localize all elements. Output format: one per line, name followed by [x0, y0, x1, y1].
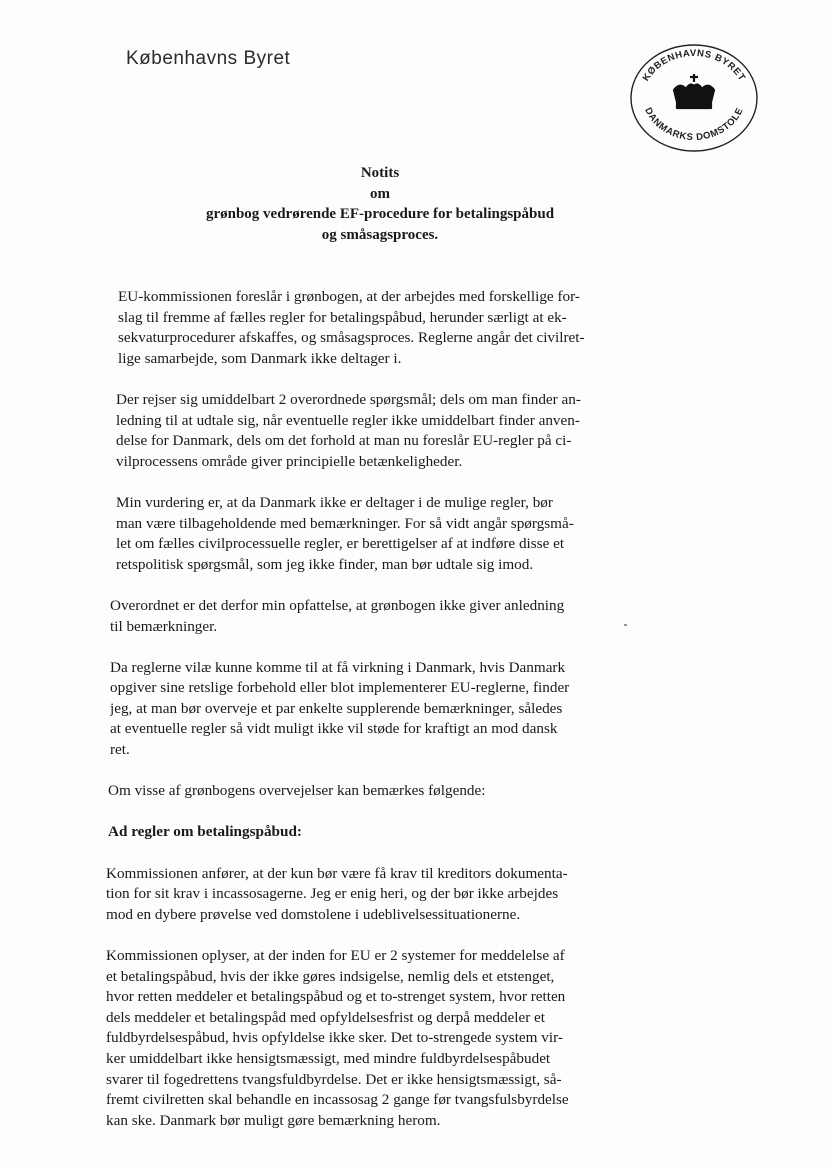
crown-icon [674, 74, 714, 108]
paragraph-5: Da reglerne vilæ kunne komme til at få virkning i Danmark, hvis Danmark opgiver sine retslige forbehold eller blot implementerer EU-reglerne, finder jeg, at man bør overveje et par enkelte supplerende bemærkninger, således at eventuelle regler så vidt muligt ikke vil støde for kraftigt an mod dansk ret. [110, 658, 570, 759]
seal-bottom-text: DANMARKS DOMSTOLE [642, 105, 746, 144]
title-line-3: grønbog vedrørende EF-procedure for betalingspåbud [205, 206, 555, 222]
seal-top-text: KØBENHAVNS BYRET [640, 47, 748, 84]
paragraph-1: EU-kommissionen foreslår i grønbogen, at der arbejdes med forskellige for- slag til fremme af fælles regler for betalingspåbud, herunder særligt at ek- sekvaturprocedurer afskaffes, og småsagsproces. Reglerne angår det civilret- lige samarbejde, som Danmark ikke deltager i. [118, 288, 585, 367]
scan-speck [624, 624, 627, 626]
paragraph-6: Om visse af grønbogens overvejelser kan bemærkes følgende: [108, 782, 486, 800]
section-heading: Ad regler om betalingspåbud: [108, 823, 302, 841]
svg-text:DANMARKS DOMSTOLE [642, 106, 746, 143]
document-body [106, 287, 636, 1152]
paragraph-4: Overordnet er det derfor min opfattelse, at grønbogen ikke giver anledning til bemærkninger. [110, 596, 565, 635]
section-paragraph-2: Kommissionen oplyser, at der inden for EU er 2 systemer for meddelelse af et betalingspåbud, hvis der ikke gøres indsigelse, nemlig dels et etstenget, hvor retten meddeler et betalingspåbud og et to-strenget system, hvor retten dels meddeler et betalingspåd med opfyldelsesfrist og derpå meddeler et fuldbyrdelsespåbud, hvis opfyldelse ikke sker. Det to-strengede system vir- ker umiddelbart ikke hensigtsmæssigt, med mindre fuldbyrdelsespåbudet svarer til fogedrettens tvangsfuldbyrdelse. Det er ikke hensigtsmæssigt, så- fremt civilretten skal behandle en incassosag 2 gange før tvangsfulsbyrdelse kan ske. Danmark bør muligt gøre bemærkning herom. [106, 947, 569, 1129]
title-line-4: og småsagsproces. [321, 226, 439, 243]
paragraph-2: Der rejser sig umiddelbart 2 overordnede spørgsmål; dels om man finder an- ledning til at udtale sig, når eventuelle regler ikke umiddelbart finder anven- delse for Danmark, dels om det forhold at man nu foreslår EU-regler på ci- vilprocessens område giver principielle betænkeligheder. [116, 390, 581, 470]
document-title [140, 163, 620, 245]
paragraph-3: Min vurdering er, at da Danmark ikke er deltager i de mulige regler, bør man være tilbageholdende med bemærkninger. For så vidt angår spørgsmå- let om fælles civilprocessuelle regler, er berettigelser af at indføre disse et retspolitisk spørgsmål, som jeg ikke finder, man bør udtale sig imod. [116, 493, 574, 573]
title-line-2: om [370, 185, 390, 202]
title-line-1: Notits [360, 165, 400, 181]
court-name: Københavns Byret [126, 48, 291, 69]
section-paragraph-1: Kommissionen anfører, at der kun bør være få krav til kreditors dokumenta- tion for sit krav i incassosagerne. Jeg er enig heri, og der bør ikke arbejdes mod en dybere prøvelse ved domstolene i udeblivelsessituationerne. [106, 864, 568, 923]
court-seal [628, 42, 760, 154]
